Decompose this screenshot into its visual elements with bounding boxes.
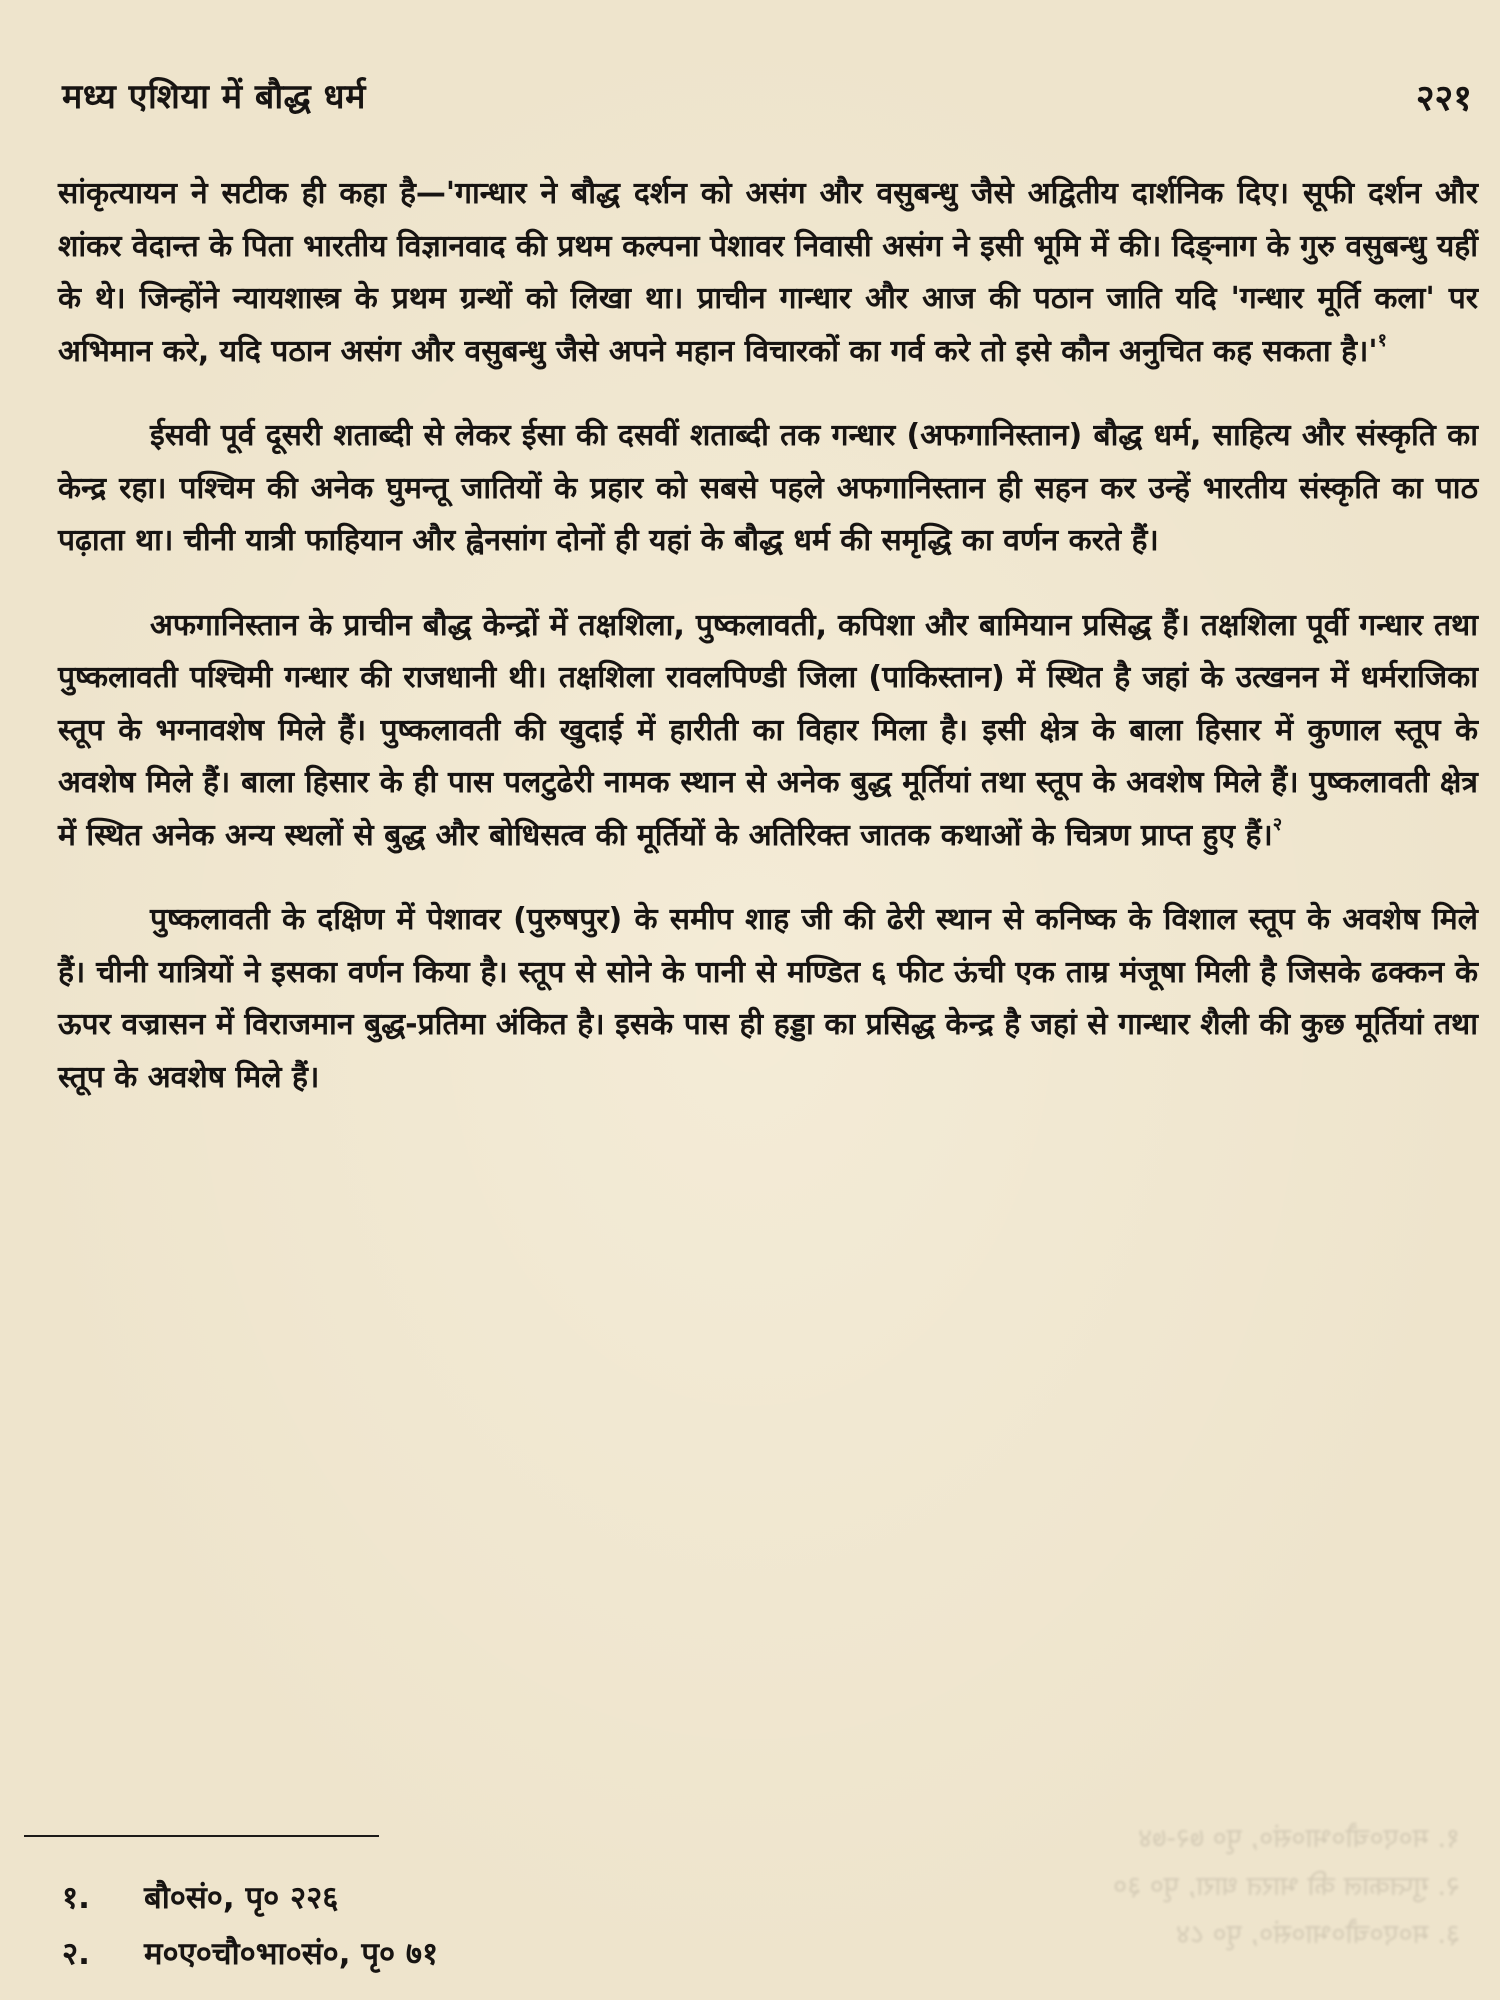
running-head	[62, 72, 1472, 122]
footnote	[62, 1926, 762, 1982]
footnote-divider	[24, 1835, 379, 1837]
reverse-page-show-through	[900, 1815, 1460, 1995]
footnote	[62, 1870, 762, 1926]
footnote-marker: १	[1377, 329, 1387, 351]
paragraph	[58, 600, 1478, 863]
show-through-line: २. गुप्तकाल की भारत धारा, पृ० ३०	[1113, 1871, 1460, 1902]
page-number: २२१	[1415, 78, 1472, 119]
footnote-marker: २	[1272, 813, 1283, 835]
paragraph: पुष्कलावती के दक्षिण में पेशावर (पुरुषपुर) के समीप शाह जी की ढेरी स्थान से कनिष्क के विशाल स्तूप के अवशेष मिले हैं। चीनी यात्रियों ने इसका वर्णन किया है। स्तूप से सोने के पानी से मण्डित ६ फीट ऊंची एक ताम्र मंजूषा मिली है जिसके ढक्कन के ऊपर वज्रासन में विराजमान बुद्ध-प्रतिमा अंकित है। इसके पास ही हड्डा का प्रसिद्ध केन्द्र है जहां से गान्धार शैली की कुछ मूर्तियां तथा स्तूप के अवशेष मिले हैं।	[58, 902, 1478, 1095]
paragraph-text: सांकृत्यायन ने सटीक ही कहा है—'गान्धार ने बौद्ध दर्शन को असंग और वसुबन्धु जैसे अद्वितीय दार्शनिक दिए। सूफी दर्शन और शांकर वेदान्त के पिता भारतीय विज्ञानवाद की प्रथम कल्पना पेशावर निवासी असंग ने इसी भूमि में की। दिङ्नाग के गुरु वसुबन्धु यहीं के थे। जिन्होंने न्यायशास्त्र के प्रथम ग्रन्थों को लिखा था। प्राचीन गान्धार और आज की पठान जाति यदि 'गन्धार मूर्ति कला' पर अभिमान करे, यदि पठान असंग और वसुबन्धु जैसे अपने महान विचारकों का गर्व करे तो इसे कौन अनुचित कह सकता है।'	[58, 176, 1478, 369]
footnotes	[62, 1870, 762, 1982]
footnote-text: म०ए०चौ०भा०सं०, पृ० ७१	[144, 1936, 439, 1972]
show-through-line: ३. म०ए०चौ०भा०सं०, पृ० ८४	[1175, 1919, 1460, 1950]
footnote-number: १.	[62, 1880, 90, 1916]
paragraph	[58, 168, 1478, 378]
show-through-line: १. म०ए०चौ०भा०सं०, पृ० ७२-७४	[1138, 1823, 1460, 1854]
body-text	[58, 168, 1478, 1136]
running-title: मध्य एशिया में बौद्ध धर्म	[62, 77, 366, 117]
paragraph-text: अफगानिस्तान के प्राचीन बौद्ध केन्द्रों में तक्षशिला, पुष्कलावती, कपिशा और बामियान प्रसिद्ध हैं। तक्षशिला पूर्वी गन्धार तथा पुष्कलावती पश्चिमी गन्धार की राजधानी थी। तक्षशिला रावलपिण्डी जिला (पाकिस्तान) में स्थित है जहां के उत्खनन में धर्मराजिका स्तूप के भग्नावशेष मिले हैं। पुष्कलावती की खुदाई में हारीती का विहार मिला है। इसी क्षेत्र के बाला हिसार में कुणाल स्तूप के अवशेष मिले हैं। बाला हिसार के ही पास पलटुढेरी नामक स्थान से अनेक बुद्ध मूर्तियां तथा स्तूप के अवशेष मिले हैं। पुष्कलावती क्षेत्र में स्थित अनेक अन्य स्थलों से बुद्ध और बोधिसत्व की मूर्तियों के अतिरिक्त जातक कथाओं के चित्रण प्राप्त हुए हैं।	[58, 607, 1478, 853]
footnote-number: २.	[62, 1936, 90, 1972]
paragraph: ईसवी पूर्व दूसरी शताब्दी से लेकर ईसा की दसवीं शताब्दी तक गन्धार (अफगानिस्तान) बौद्ध धर्म, साहित्य और संस्कृति का केन्द्र रहा। पश्चिम की अनेक घुमन्तू जातियों के प्रहार को सबसे पहले अफगानिस्तान ही सहन कर उन्हें भारतीय संस्कृति का पाठ पढ़ाता था। चीनी यात्री फाहियान और ह्वेनसांग दोनों ही यहां के बौद्ध धर्म की समृद्धि का वर्णन करते हैं।	[58, 418, 1478, 558]
footnote-text: बौ०सं०, पृ० २२६	[144, 1880, 339, 1916]
